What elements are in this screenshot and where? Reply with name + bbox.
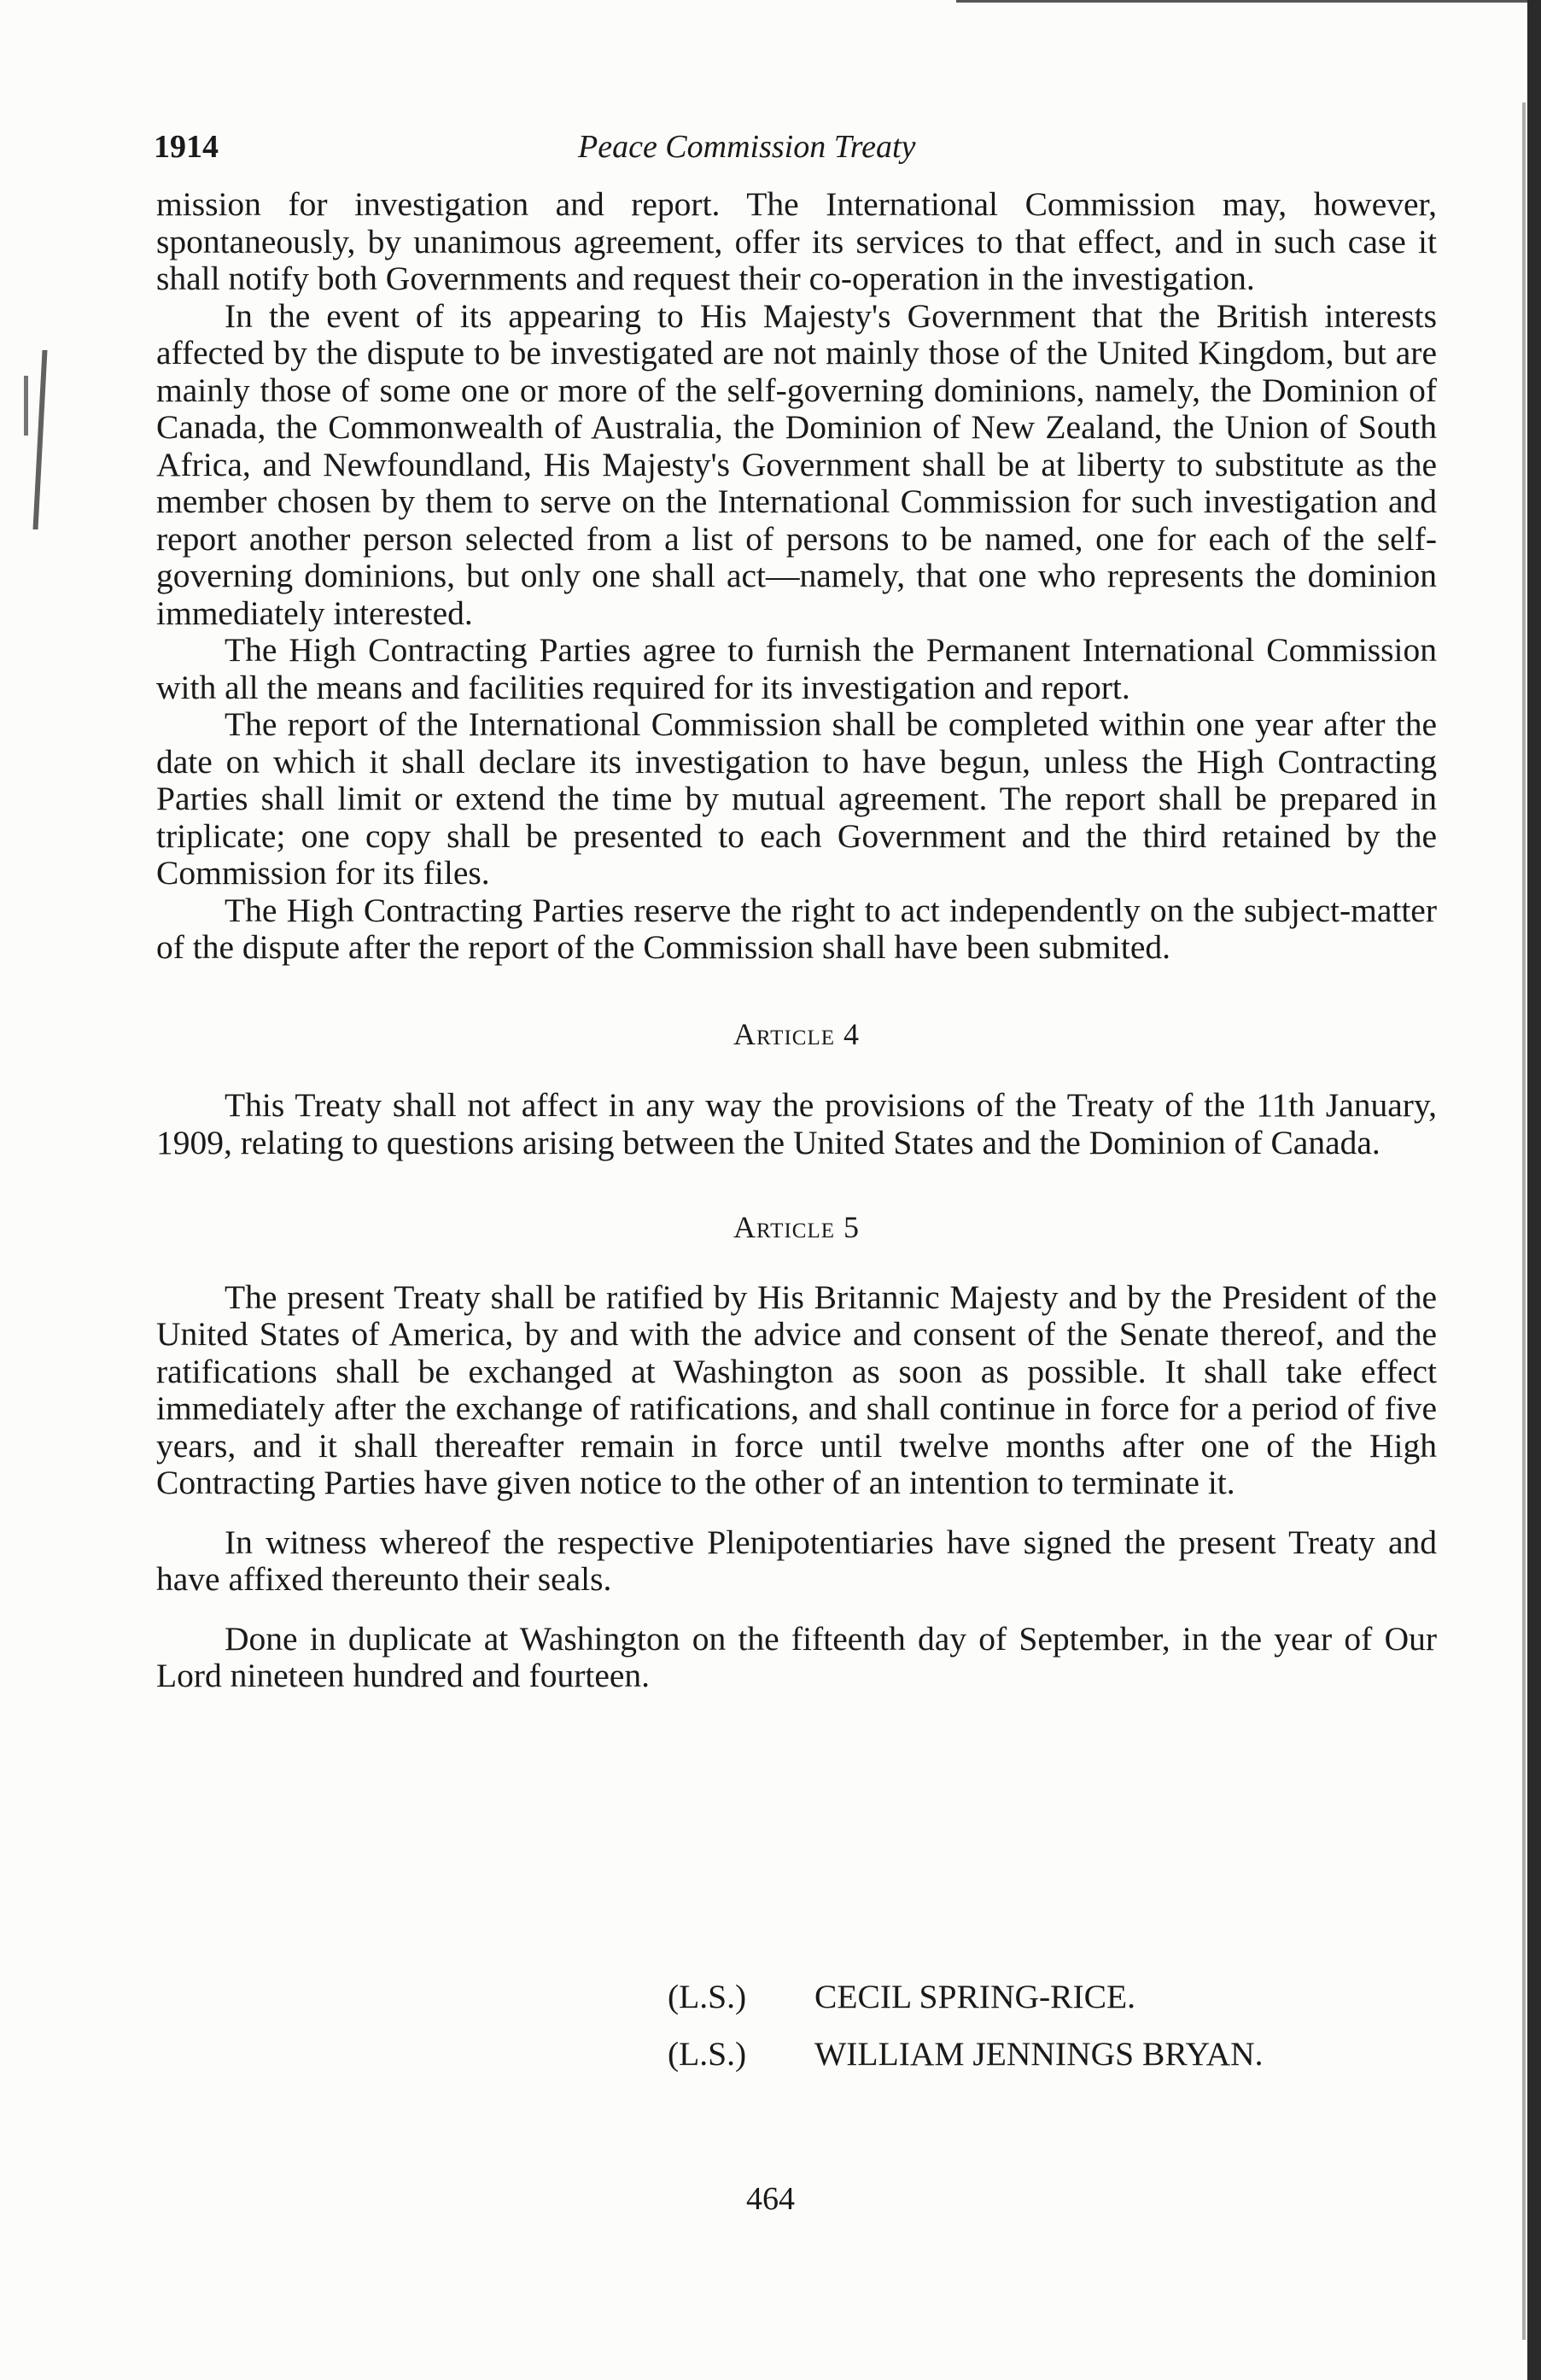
page-number: 464	[746, 2181, 795, 2217]
article-4-heading: Article 4	[733, 1016, 860, 1051]
scan-top-rule	[956, 0, 1541, 3]
paragraph-article-4: This Treaty shall not affect in any way the provisions of the Treaty of the 11th January, 1909, relating to questions arising between the United States and the Dominion of Canada.	[156, 1086, 1437, 1161]
running-header	[154, 128, 1434, 179]
scan-right-shadow	[1522, 102, 1526, 2340]
seal-mark: (L.S.)	[668, 2035, 747, 2073]
paragraph-reserve-right: The High Contracting Parties reserve the right to act independently on the subject-matter of the dispute after the report of the Commission shall have been submited.	[156, 891, 1437, 966]
signature-block	[668, 1968, 1264, 2083]
treaty-body	[156, 186, 1437, 1695]
margin-pencil-mark	[32, 350, 47, 529]
paragraph-dominions: In the event of its appearing to His Majesty's Government that the British interests affected by the dispute to be investigated are not mainly those of the United Kingdom, but are mainly those of some one or more of the self-governing dominions, namely, the Dominion of Canada, the Commonwealth of Australia, the Dominion of New Zealand, the Union of South Africa, and Newfoundland, His Majesty's Government shall be at liberty to substitute as the member chosen by them to serve on the International Commission for such investigation and report another person selected from a list of persons to be named, one for each of the self-governing dominions, but only one shall act—namely, that one who represents the dominion immediately interested.	[156, 296, 1437, 632]
signatory-name: WILLIAM JENNINGS BRYAN.	[814, 2035, 1264, 2073]
article-5-heading: Article 5	[733, 1210, 860, 1244]
scan-right-edge	[1527, 0, 1541, 2380]
margin-pencil-mark-small	[24, 376, 28, 436]
paragraph-means-facilities: The High Contracting Parties agree to furnish the Permanent International Commission with all the means and facilities required for its investigation and report.	[156, 631, 1437, 706]
running-header-year: 1914	[154, 129, 219, 165]
seal-mark: (L.S.)	[668, 1978, 747, 2015]
running-header-title: Peace Commission Treaty	[578, 129, 916, 165]
signatory-name: CECIL SPRING-RICE.	[814, 1978, 1136, 2015]
paragraph-done-in-duplicate: Done in duplicate at Washington on the fifteenth day of September, in the year of Our Lord nineteen hundred and fourteen.	[156, 1619, 1437, 1694]
signature-row	[668, 2026, 1264, 2083]
paragraph-witness: In witness whereof the respective Plenipotentiaries have signed the present Treaty and have affixed thereunto their seals.	[156, 1523, 1437, 1598]
paragraph-report-timeline: The report of the International Commission shall be completed within one year after the date on which it shall declare its investigation to have begun, unless the High Contracting Parties shall limit or extend the time by mutual agreement. The report shall be prepared in triplicate; one copy shall be presented to each Government and the third retained by the Commission for its files.	[156, 705, 1437, 892]
signature-row	[668, 1968, 1264, 2026]
paragraph-continuation: mission for investigation and report. The International Commission may, however, spontaneously, by unanimous agreement, offer its services to that effect, and in such case it shall notify both Governments and request their co-operation in the investigation.	[156, 185, 1437, 297]
paragraph-ratification: The present Treaty shall be ratified by His Britannic Majesty and by the President of the United States of America, by and with the advice and consent of the Senate thereof, and the ratifications shall be exchanged at Washington as soon as possible. It shall take effect immediately after the exchange of ratifications, and shall continue in force for a period of five years, and it shall thereafter remain in force until twelve months after one of the High Contracting Parties have given notice to the other of an intention to terminate it.	[156, 1278, 1437, 1501]
